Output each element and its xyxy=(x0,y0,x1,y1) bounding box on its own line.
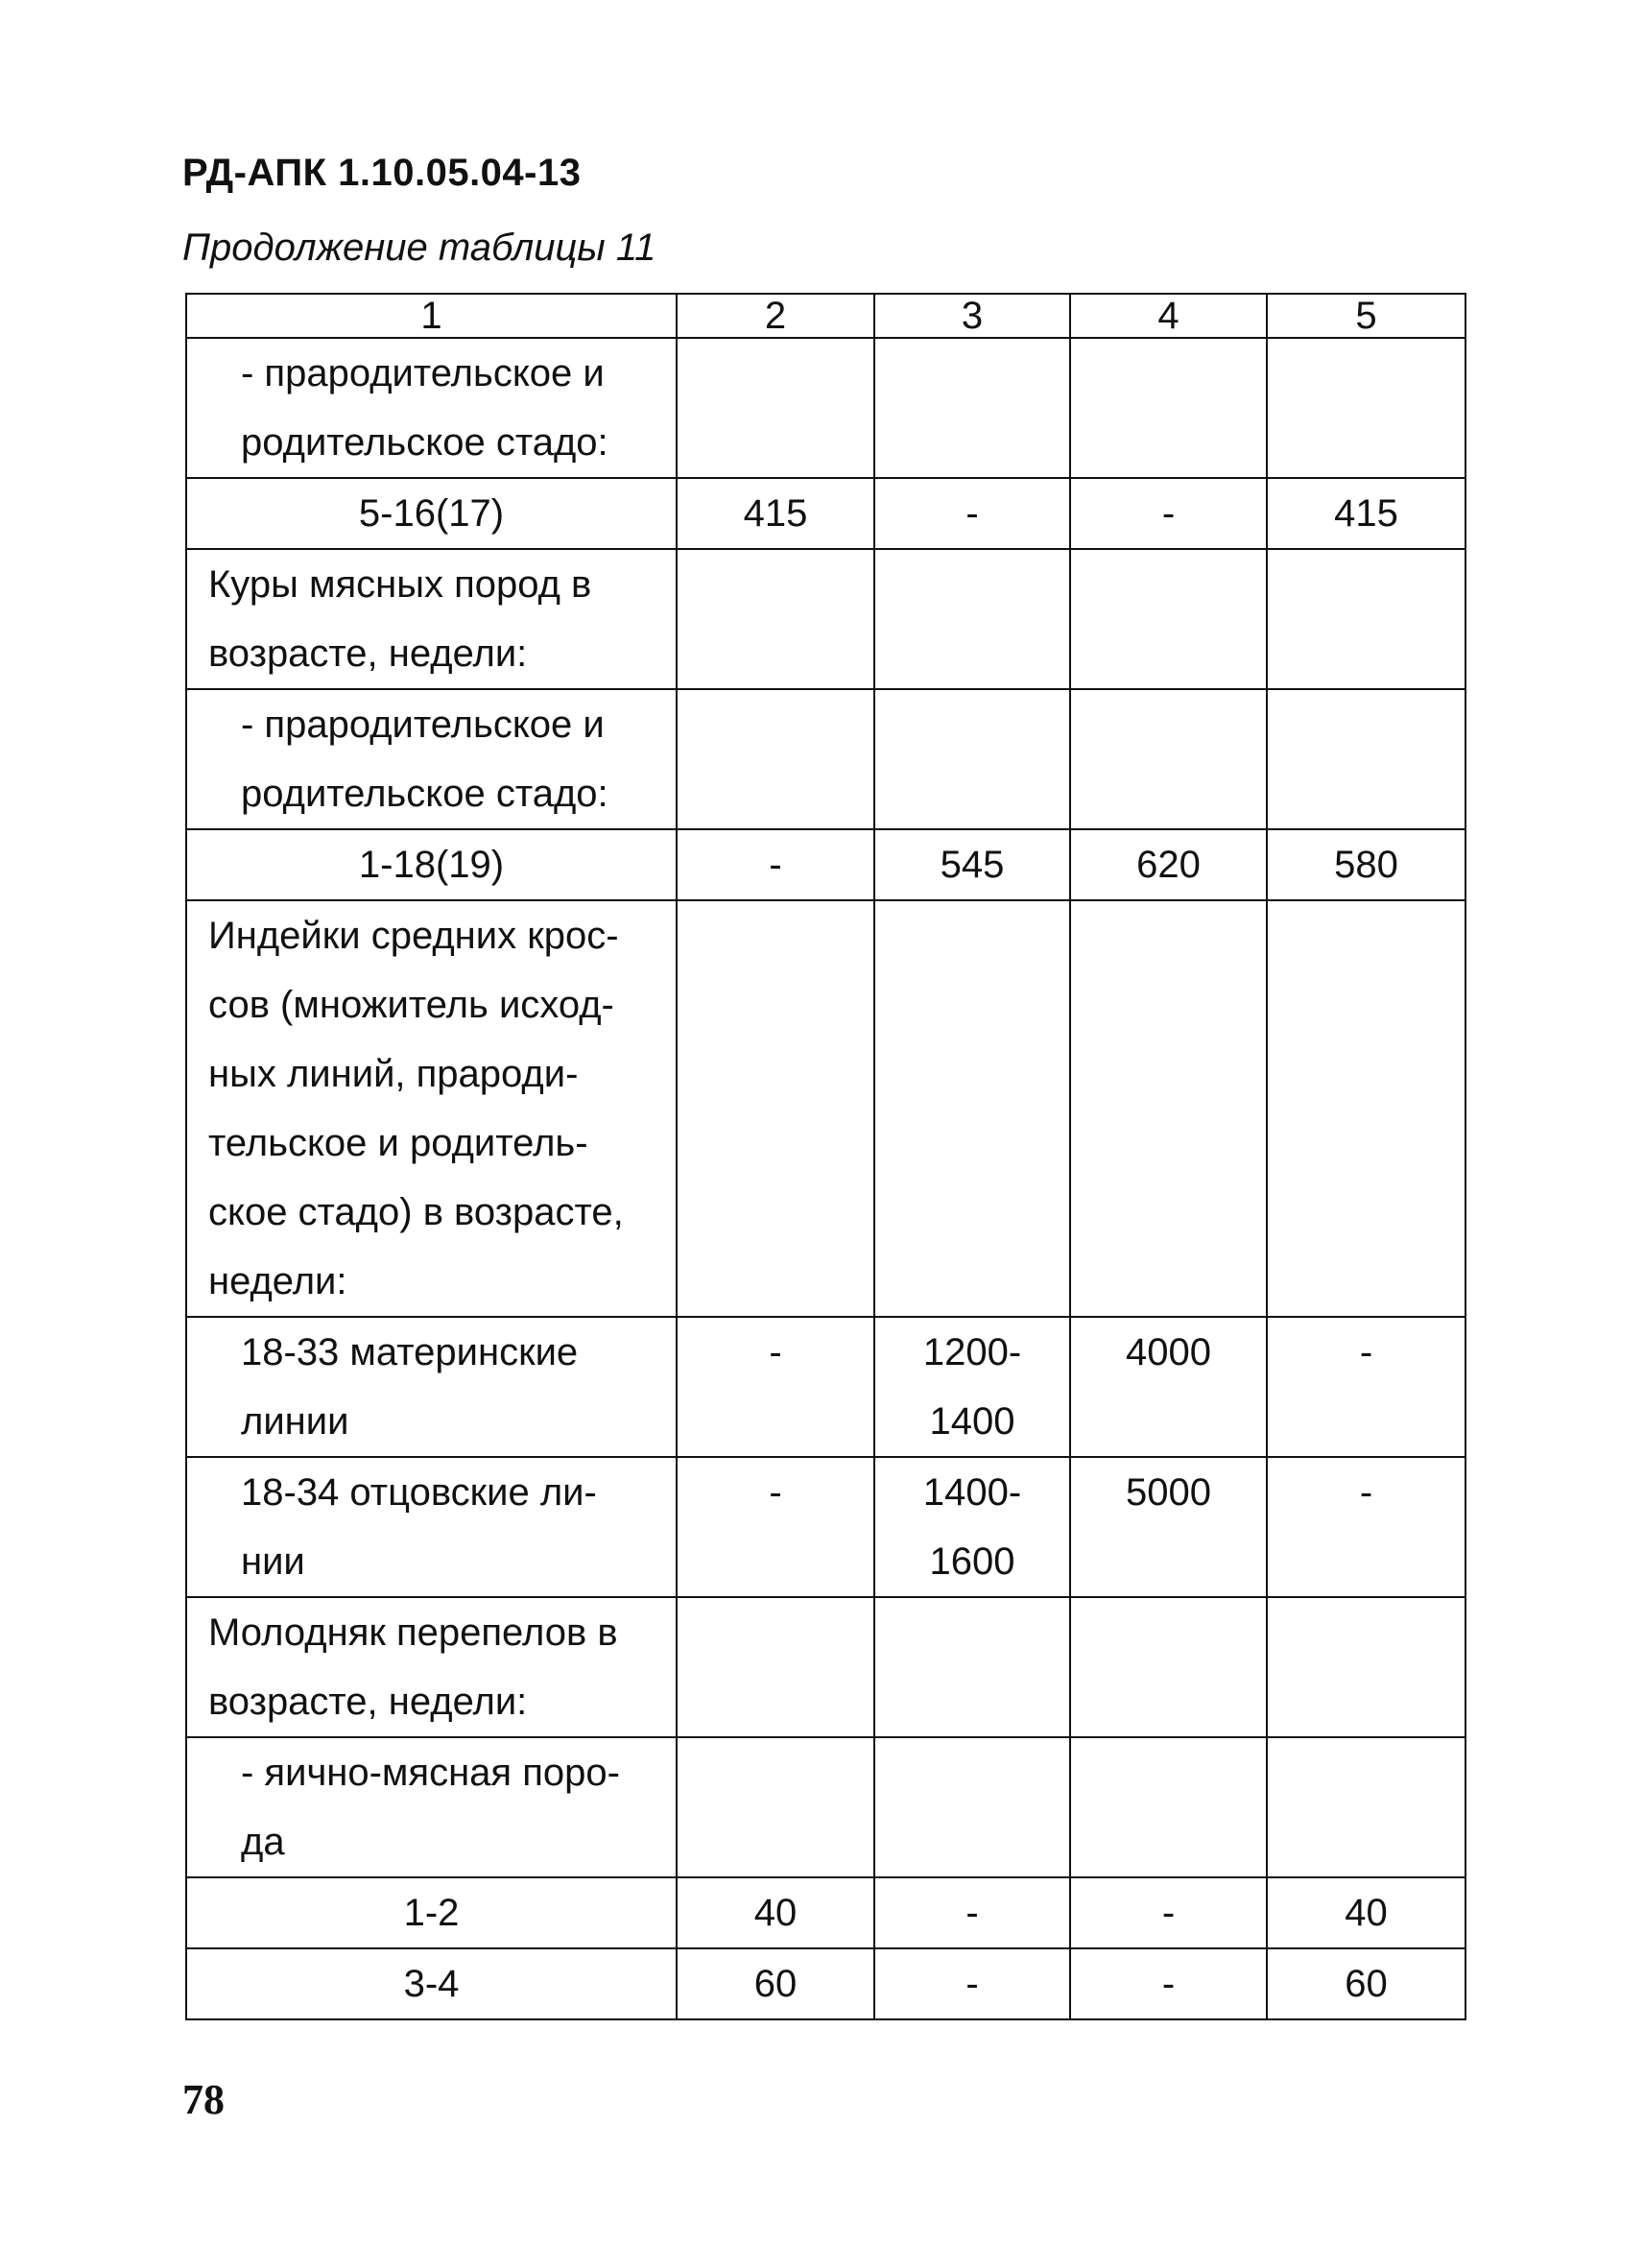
cell-col-5: - xyxy=(1267,1317,1465,1457)
table-row xyxy=(186,338,1465,478)
row-label: 18-34 отцовские ли- нии xyxy=(186,1457,677,1597)
cell-col-5 xyxy=(1267,1737,1465,1877)
cell-col-2 xyxy=(677,900,874,1317)
cell-col-3: - xyxy=(874,1877,1070,1948)
row-label: 18-33 материнские линии xyxy=(186,1317,677,1457)
cell-col-3 xyxy=(874,1597,1070,1737)
row-label: Индейки средних крос- сов (множитель исход- ных линий, прароди- тельское и родитель- ское стадо) в возрасте, недели: xyxy=(186,900,677,1317)
cell-col-5: - xyxy=(1267,1457,1465,1597)
cell-col-5: 60 xyxy=(1267,1948,1465,2019)
cell-col-2 xyxy=(677,689,874,829)
table-header-row xyxy=(186,294,1465,338)
row-label: 1-18(19) xyxy=(186,829,677,900)
cell-col-4: 4000 xyxy=(1070,1317,1267,1457)
page-number: 78 xyxy=(182,2076,225,2123)
cell-col-5 xyxy=(1267,549,1465,689)
table-row xyxy=(186,900,1465,1317)
cell-col-2 xyxy=(677,338,874,478)
cell-col-5 xyxy=(1267,338,1465,478)
table-row xyxy=(186,549,1465,689)
cell-col-2 xyxy=(677,549,874,689)
cell-col-4 xyxy=(1070,549,1267,689)
table-row xyxy=(186,1948,1465,2019)
cell-col-4 xyxy=(1070,900,1267,1317)
cell-col-3 xyxy=(874,549,1070,689)
row-label: Молодняк перепелов в возрасте, недели: xyxy=(186,1597,677,1737)
column-header-5: 5 xyxy=(1267,294,1465,338)
table-row xyxy=(186,689,1465,829)
table-row xyxy=(186,478,1465,549)
cell-col-3: 1200- 1400 xyxy=(874,1317,1070,1457)
row-label: 3-4 xyxy=(186,1948,677,2019)
column-header-1: 1 xyxy=(186,294,677,338)
column-header-4: 4 xyxy=(1070,294,1267,338)
cell-col-2: 40 xyxy=(677,1877,874,1948)
cell-col-4 xyxy=(1070,1737,1267,1877)
table-row xyxy=(186,1737,1465,1877)
table-row xyxy=(186,1317,1465,1457)
cell-col-5 xyxy=(1267,900,1465,1317)
cell-col-5: 40 xyxy=(1267,1877,1465,1948)
cell-col-5 xyxy=(1267,1597,1465,1737)
table-row xyxy=(186,1457,1465,1597)
row-label: - прародительское и родительское стадо: xyxy=(186,689,677,829)
cell-col-4 xyxy=(1070,338,1267,478)
cell-col-3: - xyxy=(874,478,1070,549)
table-row xyxy=(186,1877,1465,1948)
cell-col-2: 60 xyxy=(677,1948,874,2019)
cell-col-2: - xyxy=(677,829,874,900)
cell-col-3 xyxy=(874,900,1070,1317)
cell-col-3: 1400- 1600 xyxy=(874,1457,1070,1597)
row-label: 1-2 xyxy=(186,1877,677,1948)
row-label: 5-16(17) xyxy=(186,478,677,549)
cell-col-2: - xyxy=(677,1317,874,1457)
cell-col-4: - xyxy=(1070,1877,1267,1948)
cell-col-5: 580 xyxy=(1267,829,1465,900)
column-header-3: 3 xyxy=(874,294,1070,338)
cell-col-2: 415 xyxy=(677,478,874,549)
cell-col-4: - xyxy=(1070,1948,1267,2019)
cell-col-2: - xyxy=(677,1457,874,1597)
table-row xyxy=(186,829,1465,900)
cell-col-3 xyxy=(874,1737,1070,1877)
table-row xyxy=(186,1597,1465,1737)
cell-col-4: 620 xyxy=(1070,829,1267,900)
cell-col-2 xyxy=(677,1597,874,1737)
cell-col-3 xyxy=(874,338,1070,478)
document-code: РД-АПК 1.10.05.04-13 xyxy=(182,152,582,194)
table-caption: Продолжение таблицы 11 xyxy=(182,227,656,269)
cell-col-3: - xyxy=(874,1948,1070,2019)
cell-col-4 xyxy=(1070,1597,1267,1737)
row-label: Куры мясных пород в возрасте, недели: xyxy=(186,549,677,689)
cell-col-3: 545 xyxy=(874,829,1070,900)
cell-col-2 xyxy=(677,1737,874,1877)
cell-col-4: - xyxy=(1070,478,1267,549)
cell-col-5: 415 xyxy=(1267,478,1465,549)
cell-col-4: 5000 xyxy=(1070,1457,1267,1597)
cell-col-4 xyxy=(1070,689,1267,829)
data-table xyxy=(185,293,1466,2020)
column-header-2: 2 xyxy=(677,294,874,338)
cell-col-3 xyxy=(874,689,1070,829)
row-label: - прародительское и родительское стадо: xyxy=(186,338,677,478)
cell-col-5 xyxy=(1267,689,1465,829)
row-label: - яично-мясная поро- да xyxy=(186,1737,677,1877)
